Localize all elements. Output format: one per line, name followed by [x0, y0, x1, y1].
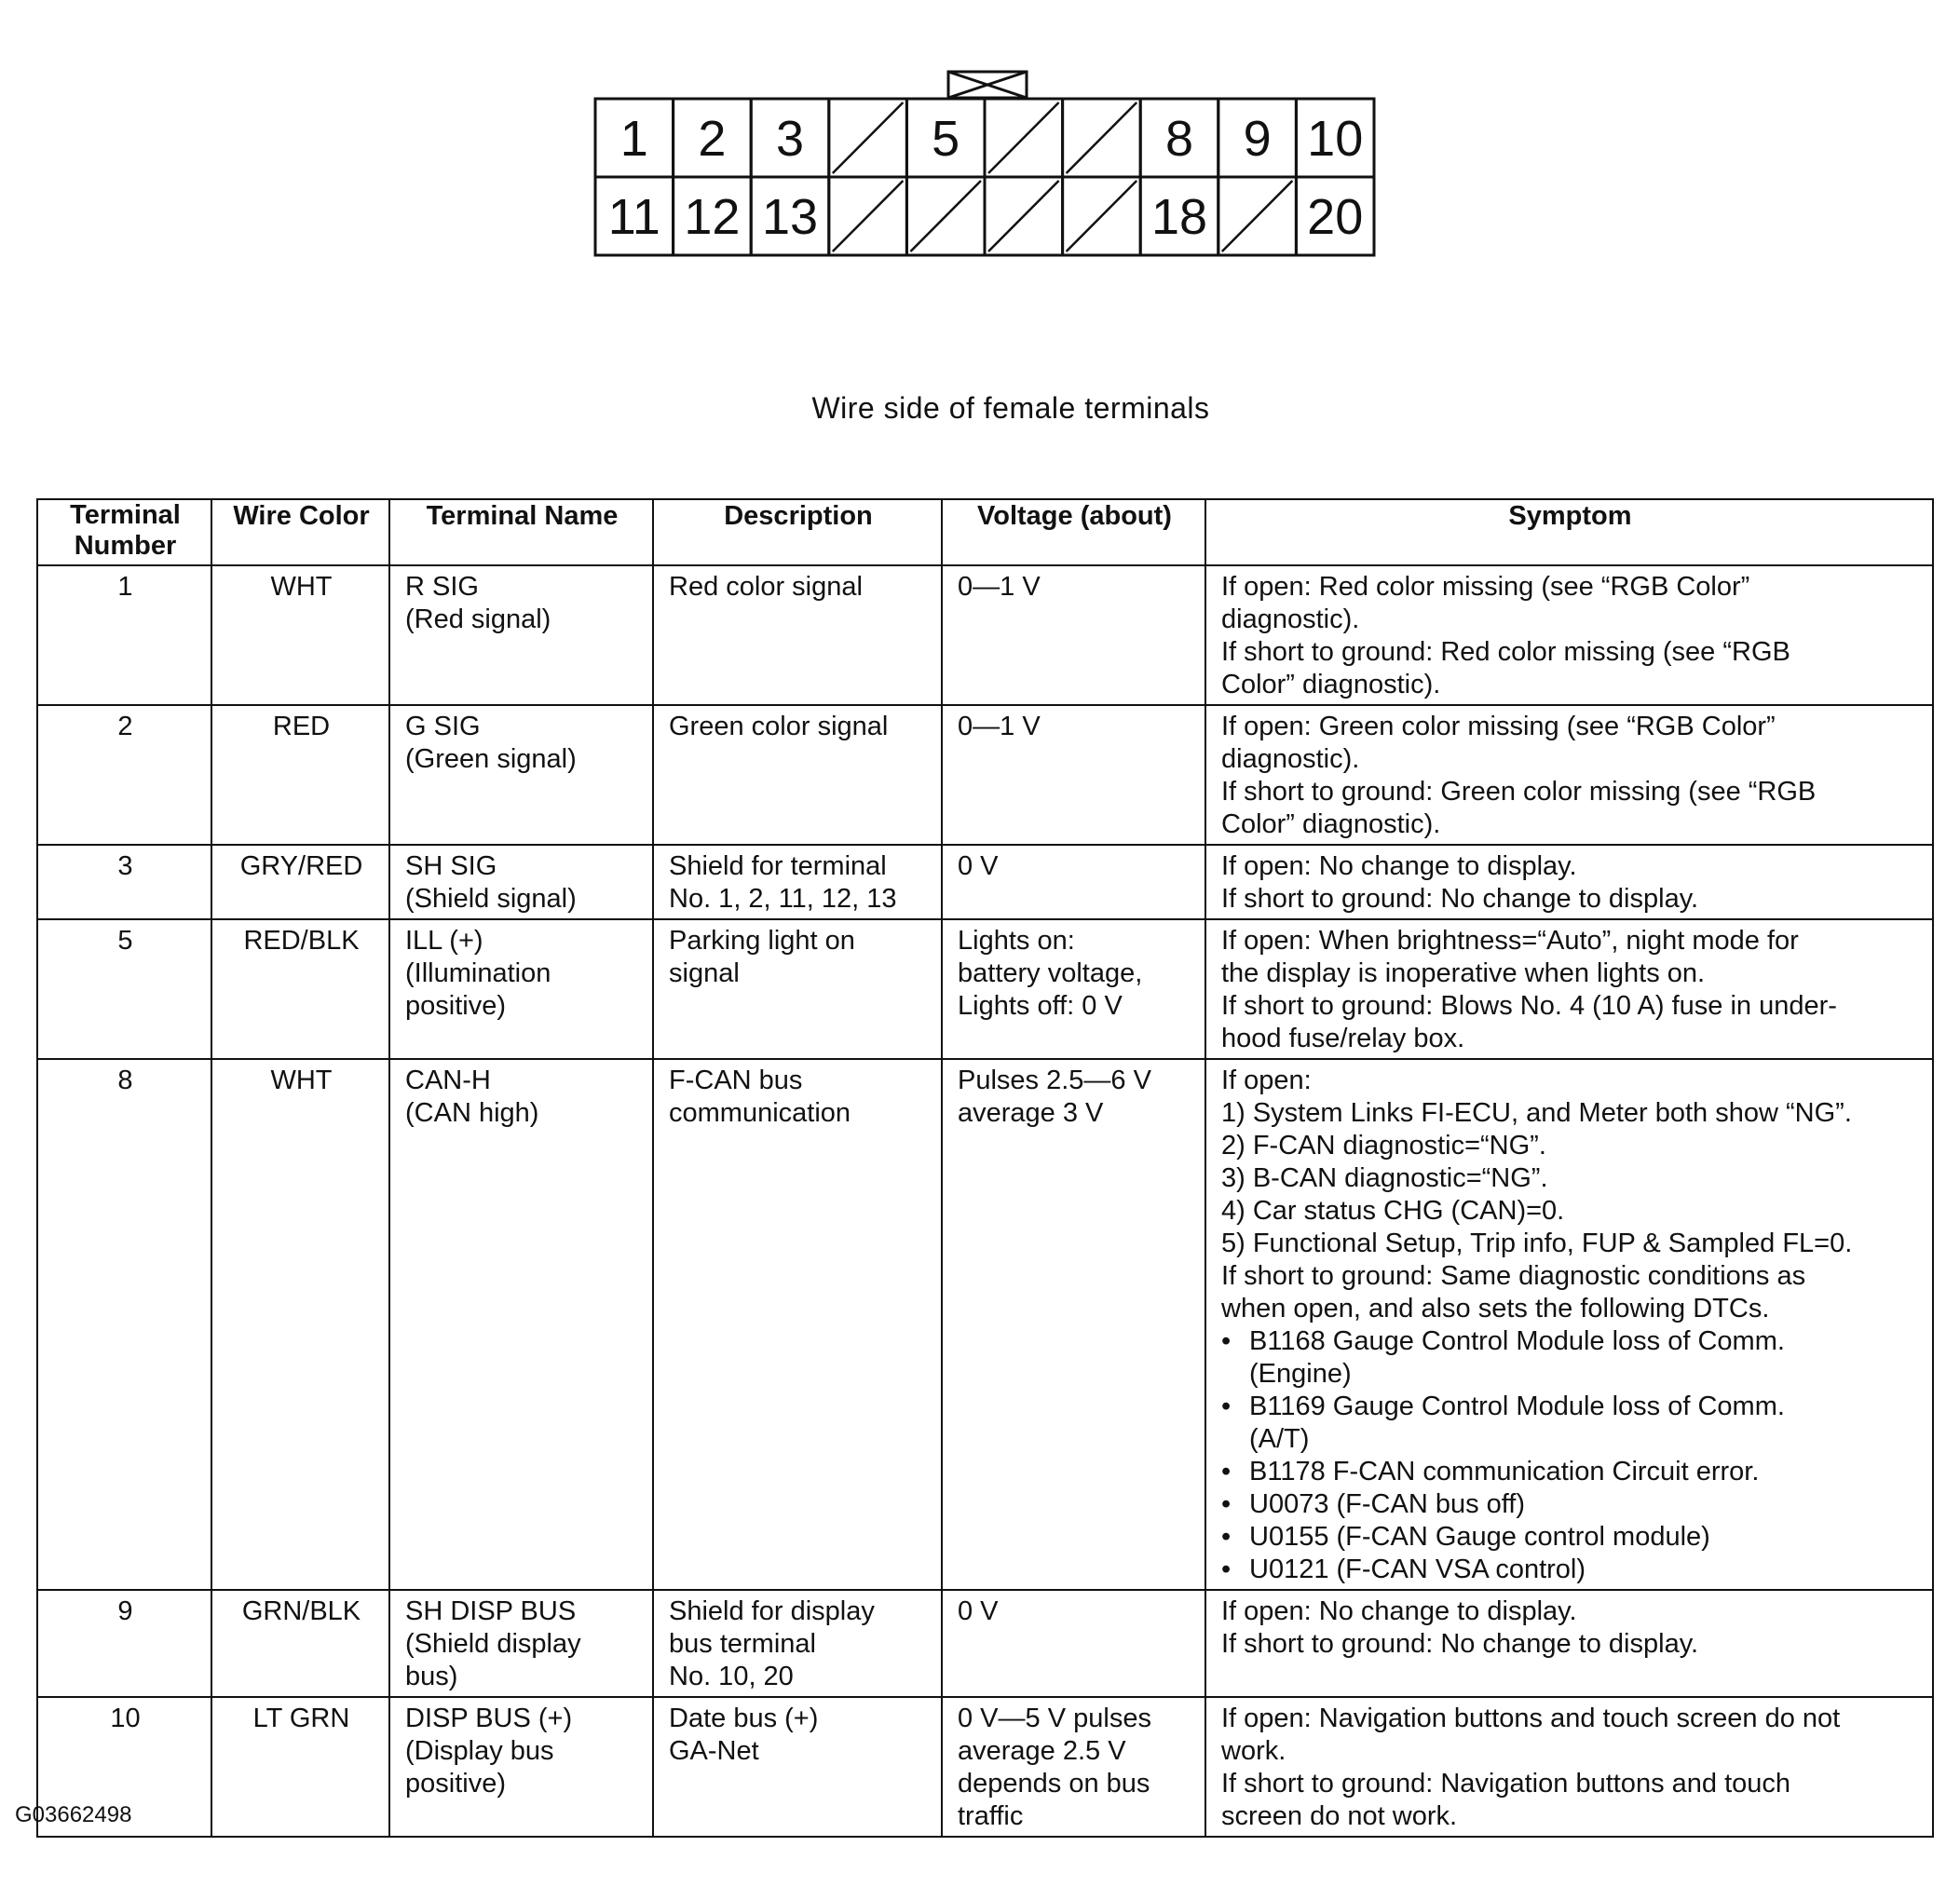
cell-line: battery voltage,	[958, 958, 1143, 988]
terminal-number-cell: 8	[37, 1059, 211, 1590]
diagram-caption: Wire side of female terminals	[811, 391, 1210, 425]
dtc-bullet-item	[1221, 1554, 1919, 1586]
header-terminal-name: Terminal Name	[389, 499, 653, 565]
table-row	[37, 1059, 1933, 1590]
bullet-icon: •	[1221, 1554, 1232, 1584]
unused-cavity-slash	[1222, 181, 1293, 251]
bullet-text: B1178 F-CAN communication Circuit error.	[1249, 1457, 1760, 1487]
header-symptom: Symptom	[1205, 499, 1933, 565]
cell-line: depends on bus	[958, 1769, 1150, 1799]
terminal-name-cell	[389, 1590, 653, 1697]
symptom-cell	[1205, 705, 1933, 845]
cell-line: 0 V	[958, 1596, 999, 1626]
cell-line: (Green signal)	[405, 744, 577, 774]
cell-line: (Red signal)	[405, 604, 551, 634]
cell-line: Shield for display	[669, 1596, 875, 1626]
cell-line: positive)	[405, 991, 506, 1021]
cell-line: No. 10, 20	[669, 1662, 794, 1691]
cell-line: Green color signal	[669, 712, 889, 741]
description-cell	[653, 1697, 942, 1837]
cell-line: Color” diagnostic).	[1221, 809, 1441, 839]
cell-line: SH SIG	[405, 851, 497, 881]
cell-line: If short to ground: Blows No. 4 (10 A) fuse in under-	[1221, 991, 1837, 1021]
cell-line: 0 V	[958, 851, 999, 881]
cell-line: diagnostic).	[1221, 604, 1360, 634]
cell-line: CAN-H	[405, 1066, 491, 1095]
voltage-cell	[942, 845, 1205, 919]
cell-line: If open: Green color missing (see “RGB Color”	[1221, 712, 1776, 741]
unused-cavity-slash	[910, 181, 981, 251]
voltage-cell	[942, 1059, 1205, 1590]
voltage-cell	[942, 705, 1205, 845]
symptom-cell	[1205, 919, 1933, 1059]
terminal-label-20: 20	[1307, 189, 1364, 245]
dtc-bullet-item	[1221, 1521, 1919, 1554]
header-terminal-number: Terminal Number	[37, 499, 211, 565]
cell-line: Date bus (+)	[669, 1704, 819, 1733]
description-cell	[653, 1059, 942, 1590]
terminal-number-cell: 2	[37, 705, 211, 845]
cell-line: 5) Functional Setup, Trip info, FUP & Sampled FL=0.	[1221, 1229, 1853, 1258]
wire-color-cell: GRN/BLK	[211, 1590, 389, 1697]
cell-line: If short to ground: No change to display.	[1221, 884, 1699, 914]
terminal-label-2: 2	[698, 111, 727, 167]
cell-line: average 3 V	[958, 1098, 1104, 1128]
cell-line: SH DISP BUS	[405, 1596, 577, 1626]
cell-line: R SIG	[405, 572, 479, 602]
terminal-number-cell: 3	[37, 845, 211, 919]
cell-line: If open: No change to display.	[1221, 1596, 1577, 1626]
bullet-text: B1168 Gauge Control Module loss of Comm.	[1249, 1326, 1785, 1356]
terminal-name-cell	[389, 1697, 653, 1837]
symptom-cell	[1205, 845, 1933, 919]
table-row	[37, 845, 1933, 919]
bullet-text: U0121 (F-CAN VSA control)	[1249, 1554, 1586, 1584]
cell-line: (CAN high)	[405, 1098, 539, 1128]
table-row	[37, 1697, 1933, 1837]
cell-line: bus)	[405, 1662, 458, 1691]
symptom-cell	[1205, 1697, 1933, 1837]
cell-line: Shield for terminal	[669, 851, 887, 881]
cell-line: If short to ground: Red color missing (see “RGB	[1221, 637, 1790, 667]
connector-diagram	[0, 0, 1960, 279]
terminal-label-3: 3	[775, 111, 805, 167]
cell-line: 0—1 V	[958, 572, 1041, 602]
cell-line: If short to ground: No change to display.	[1221, 1629, 1699, 1659]
description-cell	[653, 919, 942, 1059]
wire-color-cell: RED	[211, 705, 389, 845]
cell-line: DISP BUS (+)	[405, 1704, 573, 1733]
unused-cavity-slash	[833, 102, 904, 173]
cell-line: screen do not work.	[1221, 1801, 1458, 1831]
terminal-name-cell	[389, 845, 653, 919]
unused-cavity-slash	[833, 181, 904, 251]
bullet-continuation: (A/T)	[1249, 1424, 1310, 1454]
cell-line: signal	[669, 958, 740, 988]
header-description: Description	[653, 499, 942, 565]
terminal-label-11: 11	[607, 189, 660, 245]
cell-line: 3) B-CAN diagnostic=“NG”.	[1221, 1163, 1548, 1193]
wire-color-cell: GRY/RED	[211, 845, 389, 919]
cell-line: F-CAN bus	[669, 1066, 803, 1095]
bullet-icon: •	[1221, 1326, 1232, 1356]
cell-line: Color” diagnostic).	[1221, 670, 1441, 699]
terminal-label-18: 18	[1150, 189, 1208, 245]
cell-line: If open:	[1221, 1066, 1312, 1095]
terminal-label-12: 12	[684, 189, 741, 245]
voltage-cell	[942, 919, 1205, 1059]
cell-line: GA-Net	[669, 1736, 759, 1766]
terminal-name-cell	[389, 1059, 653, 1590]
cell-line: 0—1 V	[958, 712, 1041, 741]
terminal-number-cell: 9	[37, 1590, 211, 1697]
terminal-name-cell	[389, 565, 653, 705]
cell-line: hood fuse/relay box.	[1221, 1024, 1465, 1053]
cell-line: Pulses 2.5—6 V	[958, 1066, 1151, 1095]
terminal-number-cell: 10	[37, 1697, 211, 1837]
header-wire-color: Wire Color	[211, 499, 389, 565]
table-header-row	[37, 499, 1933, 565]
cell-line: bus terminal	[669, 1629, 816, 1659]
unused-cavity-slash	[1067, 102, 1137, 173]
dtc-bullet-item	[1221, 1456, 1919, 1488]
terminal-label-5: 5	[932, 111, 960, 167]
cell-line: (Shield display	[405, 1629, 581, 1659]
symptom-cell	[1205, 1590, 1933, 1697]
wire-color-cell: WHT	[211, 565, 389, 705]
bullet-icon: •	[1221, 1457, 1232, 1487]
terminal-number-cell: 1	[37, 565, 211, 705]
description-cell	[653, 705, 942, 845]
cell-line: ILL (+)	[405, 926, 483, 956]
cell-line: Lights on:	[958, 926, 1075, 956]
cell-line: If short to ground: Same diagnostic conditions as	[1221, 1261, 1806, 1291]
terminal-number-cell: 5	[37, 919, 211, 1059]
dtc-bullet-item	[1221, 1325, 1919, 1358]
cell-line: 2) F-CAN diagnostic=“NG”.	[1221, 1131, 1546, 1161]
table-row	[37, 705, 1933, 845]
unused-cavity-slash	[988, 102, 1059, 173]
description-cell	[653, 845, 942, 919]
table-row	[37, 1590, 1933, 1697]
wire-color-cell: LT GRN	[211, 1697, 389, 1837]
terminal-name-cell	[389, 919, 653, 1059]
terminal-label-13: 13	[761, 189, 819, 245]
symptom-cell	[1205, 565, 1933, 705]
cell-line: (Shield signal)	[405, 884, 577, 914]
cell-line: (Illumination	[405, 958, 551, 988]
symptom-cell	[1205, 1059, 1933, 1590]
terminal-label-1: 1	[619, 111, 648, 167]
table-body	[37, 565, 1933, 1837]
bullet-text: B1169 Gauge Control Module loss of Comm.	[1249, 1391, 1785, 1421]
cell-line: (Display bus	[405, 1736, 554, 1766]
voltage-cell	[942, 1590, 1205, 1697]
cell-line: If open: Red color missing (see “RGB Color”	[1221, 572, 1750, 602]
cell-line: work.	[1221, 1736, 1286, 1766]
bullet-icon: •	[1221, 1522, 1232, 1552]
dtc-bullet-item	[1221, 1488, 1919, 1521]
cell-line: diagnostic).	[1221, 744, 1360, 774]
cell-line: If open: No change to display.	[1221, 851, 1577, 881]
connector-latch	[948, 72, 1027, 98]
description-cell	[653, 565, 942, 705]
connector-grid	[595, 99, 1374, 255]
voltage-cell	[942, 1697, 1205, 1837]
terminal-label-9: 9	[1243, 111, 1272, 167]
table-row	[37, 919, 1933, 1059]
cell-line: positive)	[405, 1769, 506, 1799]
bullet-text: U0073 (F-CAN bus off)	[1249, 1489, 1526, 1519]
unused-cavity-slash	[988, 181, 1059, 251]
cell-line: Red color signal	[669, 572, 863, 602]
cell-line: If open: Navigation buttons and touch screen do not	[1221, 1704, 1841, 1733]
cell-line: No. 1, 2, 11, 12, 13	[669, 884, 897, 914]
terminal-label-8: 8	[1164, 111, 1194, 167]
terminal-name-cell	[389, 705, 653, 845]
cell-line: Lights off: 0 V	[958, 991, 1123, 1021]
cell-line: If short to ground: Green color missing (see “RGB	[1221, 777, 1817, 807]
cell-line: 1) System Links FI-ECU, and Meter both show “NG”.	[1221, 1098, 1852, 1128]
cell-line: Parking light on	[669, 926, 855, 956]
bullet-icon: •	[1221, 1391, 1232, 1421]
unused-cavity-slash	[1067, 181, 1137, 251]
cell-line: If open: When brightness=“Auto”, night mode for	[1221, 926, 1799, 956]
wire-color-cell: WHT	[211, 1059, 389, 1590]
voltage-cell	[942, 565, 1205, 705]
cell-line: communication	[669, 1098, 851, 1128]
terminal-label-10: 10	[1307, 111, 1364, 167]
dtc-bullet-item	[1221, 1391, 1919, 1423]
header-voltage: Voltage (about)	[942, 499, 1205, 565]
bullet-text: U0155 (F-CAN Gauge control module)	[1249, 1522, 1710, 1552]
bullet-icon: •	[1221, 1489, 1232, 1519]
cell-line: 4) Car status CHG (CAN)=0.	[1221, 1196, 1565, 1226]
bullet-continuation: (Engine)	[1249, 1359, 1352, 1389]
terminal-table	[36, 498, 1934, 1838]
cell-line: G SIG	[405, 712, 481, 741]
table-row	[37, 565, 1933, 705]
cell-line: when open, and also sets the following DTCs.	[1221, 1294, 1770, 1324]
description-cell	[653, 1590, 942, 1697]
cell-line: traffic	[958, 1801, 1024, 1831]
cell-line: 0 V—5 V pulses	[958, 1704, 1151, 1733]
figure-id: G03662498	[15, 1802, 132, 1827]
cell-line: the display is inoperative when lights on.	[1221, 958, 1706, 988]
cell-line: average 2.5 V	[958, 1736, 1126, 1766]
cell-line: If short to ground: Navigation buttons and touch	[1221, 1769, 1791, 1799]
wire-color-cell: RED/BLK	[211, 919, 389, 1059]
